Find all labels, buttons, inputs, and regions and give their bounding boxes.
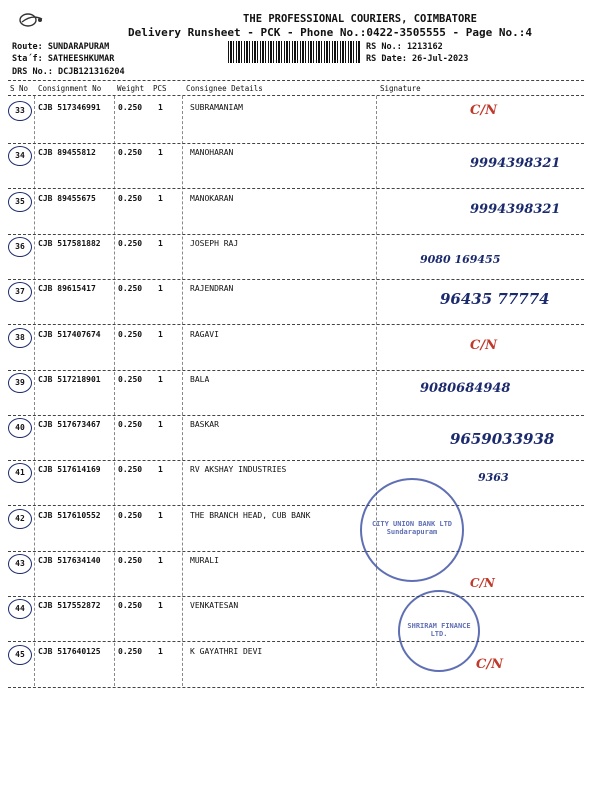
row-separator: [8, 596, 584, 597]
table-row: [0, 601, 600, 646]
pieces-count: 1: [158, 646, 163, 656]
row-separator: [8, 641, 584, 642]
row-separator: [8, 188, 584, 189]
pieces-count: 1: [158, 601, 163, 611]
col-weight: Weight: [117, 84, 145, 93]
pieces-count: 1: [158, 510, 163, 520]
pieces-count: 1: [158, 284, 163, 294]
consignee-name: SUBRAMANIAM: [190, 103, 243, 112]
handwritten-signature: 9994398321: [470, 156, 561, 172]
pieces-count: 1: [158, 556, 163, 565]
serial-number: 34: [8, 146, 32, 166]
consignee-name: RAJENDRAN: [190, 284, 234, 294]
row-separator: [8, 687, 584, 688]
serial-number: 38: [8, 328, 32, 348]
consignee-name: RAGAVI: [190, 329, 219, 339]
consignee-name: THE BRANCH HEAD, CUB BANK: [190, 510, 311, 520]
serial-number: 45: [8, 645, 32, 665]
serial-number: 39: [8, 373, 32, 393]
serial-number: 33: [8, 101, 32, 121]
row-separator: [8, 370, 584, 371]
table-row: [0, 148, 600, 193]
handwritten-signature: 96435 77774: [440, 290, 550, 309]
weight-value: 0.250: [118, 510, 143, 520]
staff-label: Sta´f: SATHEESHKUMAR: [12, 54, 115, 64]
consignment-number: CJB 517407674: [38, 329, 101, 339]
row-separator: [8, 143, 584, 144]
table-row: [0, 511, 600, 556]
consignment-number: CJB 517552872: [38, 601, 101, 611]
serial-number: 37: [8, 282, 32, 302]
handwritten-signature: 9659033938: [450, 430, 555, 449]
pieces-count: 1: [158, 193, 163, 203]
rs-number: RS No.: 1213162: [366, 42, 443, 52]
weight-value: 0.250: [118, 148, 143, 158]
table-row: [0, 647, 600, 692]
consignment-number: CJB 517581882: [38, 238, 101, 248]
serial-number: 36: [8, 237, 32, 257]
serial-number: 35: [8, 192, 32, 212]
consignment-number: CJB 517218901: [38, 374, 101, 384]
pieces-count: 1: [158, 148, 163, 158]
pieces-count: 1: [158, 420, 163, 430]
weight-value: 0.250: [118, 374, 143, 384]
handwritten-signature: C/N: [470, 103, 497, 118]
barcode: [228, 41, 360, 63]
col-consignment: Consignment No: [38, 84, 102, 93]
runsheet-title: Delivery Runsheet - PCK - Phone No.:0422-3505555 - Page No.:4: [128, 26, 532, 39]
consignee-name: K GAYATHRI DEVI: [190, 646, 263, 656]
consignment-number: CJB 517610552: [38, 510, 101, 520]
route-label: Route: SUNDARAPURAM: [12, 42, 110, 52]
rs-date: RS Date: 26-Jul-2023: [366, 54, 469, 64]
serial-number: 42: [8, 509, 32, 529]
handwritten-signature: C/N: [476, 656, 503, 672]
serial-number: 40: [8, 418, 32, 438]
consignee-name: MANOHARAN: [190, 148, 234, 158]
weight-value: 0.250: [118, 193, 143, 203]
weight-value: 0.250: [118, 103, 143, 112]
bank-stamp: [360, 478, 464, 582]
col-details: Consignee Details: [186, 84, 263, 93]
drs-number: DRS No.: DCJB121316204: [12, 67, 125, 77]
finance-stamp-text: SHRIRAM FINANCE LTD.: [407, 622, 471, 638]
weight-value: 0.250: [118, 646, 143, 656]
consignment-number: CJB 89455812: [38, 148, 96, 158]
col-pcs: PCS: [153, 84, 167, 93]
serial-number: 44: [8, 599, 32, 619]
consignment-number: CJB 517614169: [38, 465, 101, 475]
consignee-name: MURALI: [190, 556, 219, 565]
consignee-name: MANOKARAN: [190, 193, 234, 203]
col-signature: Signature: [380, 84, 421, 93]
weight-value: 0.250: [118, 329, 143, 339]
handwritten-signature: 9080 169455: [420, 252, 501, 266]
consignee-name: BASKAR: [190, 420, 219, 430]
weight-value: 0.250: [118, 420, 143, 430]
pieces-count: 1: [158, 103, 163, 112]
consignee-name: JOSEPH RAJ: [190, 238, 239, 248]
table-row: [0, 420, 600, 465]
handwritten-signature: C/N: [470, 337, 497, 353]
header-bottom-rule: [8, 95, 584, 96]
row-separator: [8, 279, 584, 280]
col-sno: S No: [10, 84, 29, 93]
serial-number: 43: [8, 554, 32, 574]
consignment-number: CJB 517634140: [38, 556, 101, 565]
handwritten-signature: 9363: [478, 471, 509, 485]
weight-value: 0.250: [118, 556, 143, 565]
weight-value: 0.250: [118, 465, 143, 475]
table-row: [0, 284, 600, 329]
row-separator: [8, 460, 584, 461]
row-separator: [8, 234, 584, 235]
table-row: [0, 103, 600, 148]
company-title: THE PROFESSIONAL COURIERS, COIMBATORE: [243, 13, 477, 25]
consignment-number: CJB 517640125: [38, 646, 101, 656]
weight-value: 0.250: [118, 601, 143, 611]
weight-value: 0.250: [118, 238, 143, 248]
header-top-rule: [8, 80, 584, 81]
handwritten-signature: C/N: [470, 576, 495, 590]
handwritten-signature: 9994398321: [470, 201, 561, 217]
row-separator: [8, 415, 584, 416]
weight-value: 0.250: [118, 284, 143, 294]
finance-stamp: [398, 590, 480, 672]
handwritten-signature: 9080684948: [420, 380, 511, 396]
bank-stamp-text: CITY UNION BANK LTD Sundarapuram: [371, 520, 453, 536]
row-separator: [8, 505, 584, 506]
consignment-number: CJB 89615417: [38, 284, 96, 294]
consignee-name: BALA: [190, 374, 210, 384]
pieces-count: 1: [158, 465, 163, 475]
table-row: [0, 375, 600, 420]
table-row: [0, 330, 600, 375]
row-separator: [8, 551, 584, 552]
serial-number: 41: [8, 463, 32, 483]
pieces-count: 1: [158, 329, 163, 339]
table-row: [0, 239, 600, 284]
pieces-count: 1: [158, 238, 163, 248]
table-row: [0, 194, 600, 239]
table-row: [0, 556, 600, 601]
consignment-number: CJB 517673467: [38, 420, 101, 430]
row-separator: [8, 324, 584, 325]
consignee-name: RV AKSHAY INDUSTRIES: [190, 465, 287, 475]
pieces-count: 1: [158, 374, 163, 384]
consignee-name: VENKATESAN: [190, 601, 239, 611]
consignment-number: CJB 89455675: [38, 193, 96, 203]
table-row: [0, 465, 600, 510]
consignment-number: CJB 517346991: [38, 103, 101, 112]
